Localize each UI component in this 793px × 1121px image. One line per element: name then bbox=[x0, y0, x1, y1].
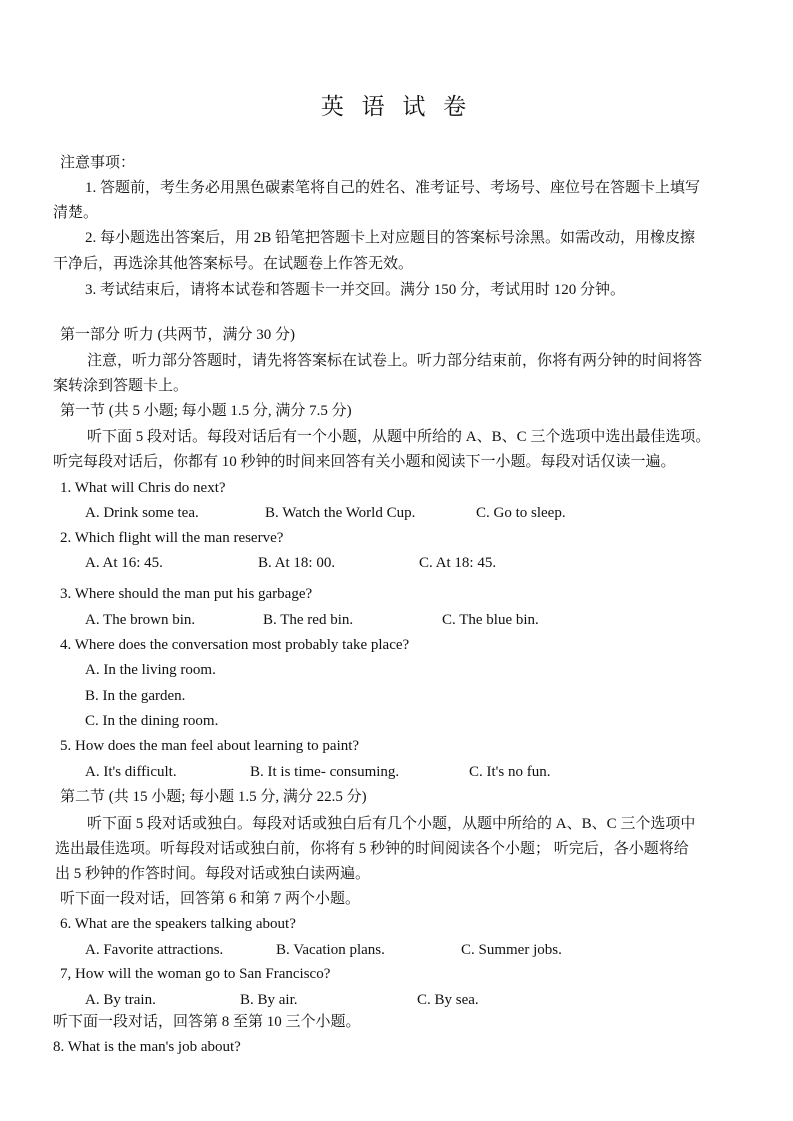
section2-instruction-line-1: 听下面 5 段对话或独白。每段对话或独白后有几个小题，从题中所给的 A、B、C 三个选项中 bbox=[87, 816, 696, 832]
question-6-option-b: B. Vacation plans. bbox=[276, 942, 385, 958]
question-1-option-c: C. Go to sleep. bbox=[476, 505, 566, 521]
question-2-stem: 2. Which flight will the man reserve? bbox=[60, 530, 284, 546]
section1-instruction-line-2: 听完每段对话后，你都有 10 秒钟的时间来回答有关小题和阅读下一小题。每段对话仅读一遍。 bbox=[53, 454, 676, 470]
question-7-option-a: A. By train. bbox=[85, 992, 156, 1008]
question-4-option-c: C. In the dining room. bbox=[85, 713, 219, 729]
part1-heading: 第一部分 听力 (共两节，满分 30 分) bbox=[60, 327, 295, 343]
question-5-stem: 5. How does the man feel about learning to paint? bbox=[60, 738, 360, 754]
section2-instruction-line-3: 出 5 秒钟的作答时间。每段对话或独白读两遍。 bbox=[55, 866, 371, 882]
question-6-stem: 6. What are the speakers talking about? bbox=[60, 916, 296, 932]
question-8-stem: 8. What is the man's job about? bbox=[53, 1039, 241, 1055]
note-2-line-2: 干净后，再选涂其他答案标号。在试题卷上作答无效。 bbox=[53, 256, 414, 272]
notes-heading: 注意事项： bbox=[60, 155, 136, 171]
question-6-option-c: C. Summer jobs. bbox=[461, 942, 562, 958]
note-1-line-2: 清楚。 bbox=[53, 205, 99, 221]
question-7-option-b: B. By air. bbox=[240, 992, 298, 1008]
note-3: 3. 考试结束后，请将本试卷和答题卡一并交回。满分 150 分，考试用时 120 分钟。 bbox=[85, 282, 626, 298]
question-2-option-b: B. At 18: 00. bbox=[258, 555, 336, 571]
question-1-option-a: A. Drink some tea. bbox=[85, 505, 199, 521]
question-3-option-b: B. The red bin. bbox=[263, 612, 354, 628]
question-3-option-a: A. The brown bin. bbox=[85, 612, 196, 628]
section2-heading: 第二节 (共 15 小题; 每小题 1.5 分, 满分 22.5 分) bbox=[60, 789, 367, 805]
question-3-option-c: C. The blue bin. bbox=[442, 612, 539, 628]
group-1-instruction: 听下面一段对话，回答第 6 和第 7 两个小题。 bbox=[60, 891, 361, 907]
section2-instruction-line-2: 选出最佳选项。听每段对话或独白前，你将有 5 秒钟的时间阅读各个小题； 听完后，各小题将给 bbox=[55, 841, 689, 857]
question-5-option-b: B. It is time- consuming. bbox=[250, 764, 400, 780]
section1-instruction-line-1: 听下面 5 段对话。每段对话后有一个小题，从题中所给的 A、B、C 三个选项中选出最佳选项。 bbox=[87, 429, 711, 445]
part1-notice-line-2: 案转涂到答题卡上。 bbox=[53, 378, 189, 394]
question-1-stem: 1. What will Chris do next? bbox=[60, 480, 226, 496]
question-7-stem: 7, How will the woman go to San Francisco? bbox=[60, 966, 331, 982]
section1-heading: 第一节 (共 5 小题; 每小题 1.5 分, 满分 7.5 分) bbox=[60, 403, 352, 419]
group-2-instruction: 听下面一段对话，回答第 8 至第 10 三个小题。 bbox=[53, 1014, 361, 1030]
question-1-option-b: B. Watch the World Cup. bbox=[265, 505, 416, 521]
question-7-option-c: C. By sea. bbox=[417, 992, 479, 1008]
question-2-option-c: C. At 18: 45. bbox=[419, 555, 497, 571]
question-4-option-b: B. In the garden. bbox=[85, 688, 186, 704]
question-4-option-a: A. In the living room. bbox=[85, 662, 216, 678]
note-2-line-1: 2. 每小题选出答案后，用 2B 铅笔把答题卡上对应题目的答案标号涂黑。如需改动，用橡皮擦 bbox=[85, 230, 696, 246]
question-4-stem: 4. Where does the conversation most probably take place? bbox=[60, 637, 410, 653]
part1-notice-line-1: 注意，听力部分答题时，请先将答案标在试卷上。听力部分结束前，你将有两分钟的时间将答 bbox=[87, 353, 703, 369]
question-3-stem: 3. Where should the man put his garbage? bbox=[60, 586, 313, 602]
question-2-option-a: A. At 16: 45. bbox=[85, 555, 163, 571]
question-5-option-c: C. It's no fun. bbox=[469, 764, 551, 780]
note-1-line-1: 1. 答题前，考生务必用黑色碳素笔将自己的姓名、准考证号、考场号、座位号在答题卡上填写 bbox=[85, 180, 701, 196]
question-5-option-a: A. It's difficult. bbox=[85, 764, 177, 780]
exam-title: 英 语 试 卷 bbox=[320, 94, 473, 119]
question-6-option-a: A. Favorite attractions. bbox=[85, 942, 224, 958]
